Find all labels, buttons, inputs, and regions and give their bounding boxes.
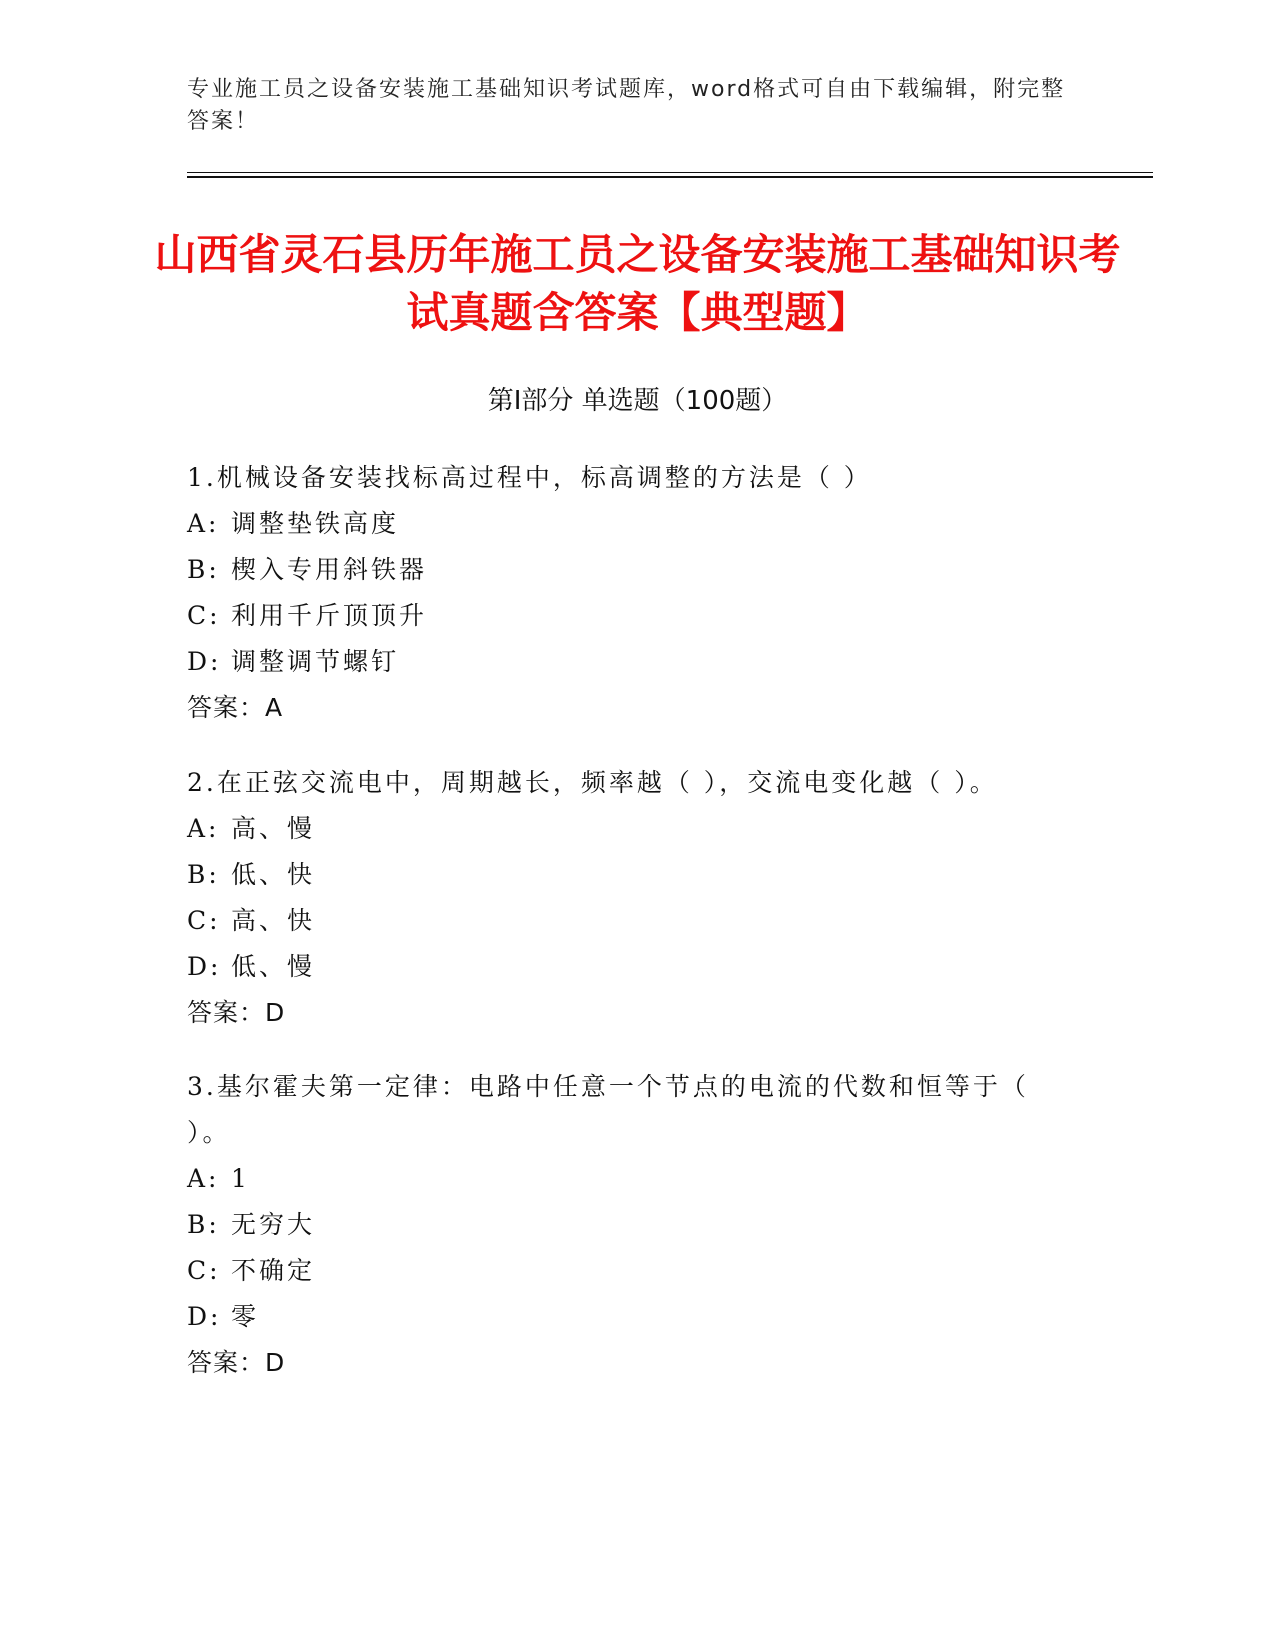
- option-text: 高、快: [231, 906, 316, 935]
- option-letter: B:: [187, 555, 220, 584]
- option-letter: C:: [187, 906, 221, 935]
- option-letter: A:: [187, 1164, 220, 1193]
- header-rule-thick: [187, 176, 1153, 178]
- option-c: [187, 593, 1067, 639]
- section-heading: 第Ⅰ部分 单选题（100题）: [487, 386, 788, 416]
- option-text: 高、慢: [231, 814, 316, 843]
- option-a: [187, 806, 1067, 852]
- option-letter: B:: [187, 860, 220, 889]
- option-text: 低、快: [231, 860, 316, 889]
- option-d: [187, 944, 1067, 990]
- document-title: 山西省灵石县历年施工员之设备安装施工基础知识考试真题含答案【典型题】: [154, 230, 1121, 337]
- option-letter: D:: [187, 1302, 222, 1331]
- header-note: 专业施工员之设备安装施工基础知识考试题库，word格式可自由下载编辑，附完整答案！: [187, 77, 1066, 134]
- question-text: 2.在正弦交流电中，周期越长，频率越（ ），交流电变化越（ ）。: [187, 768, 998, 797]
- option-c: [187, 898, 1067, 944]
- option-letter: C:: [187, 601, 221, 630]
- option-letter: A:: [187, 814, 220, 843]
- option-a: [187, 501, 1067, 547]
- option-text: 利用千斤顶顶升: [231, 601, 428, 630]
- option-letter: D:: [187, 647, 222, 676]
- question-3: [187, 1064, 1067, 1386]
- answer: 答案：A: [187, 693, 284, 722]
- answer: 答案：D: [187, 998, 286, 1027]
- option-text: 调整垫铁高度: [231, 509, 400, 538]
- option-b: [187, 547, 1067, 593]
- question-text: 3.基尔霍夫第一定律：电路中任意一个节点的电流的代数和恒等于（ ）。: [187, 1072, 1029, 1147]
- option-letter: D:: [187, 952, 222, 981]
- option-text: 低、慢: [231, 952, 316, 981]
- answer: 答案：D: [187, 1348, 286, 1377]
- option-text: 楔入专用斜铁器: [231, 555, 428, 584]
- option-text: 不确定: [231, 1256, 316, 1285]
- option-a: [187, 1156, 1067, 1202]
- question-1: [187, 455, 1067, 731]
- question-2: [187, 760, 1067, 1036]
- option-b: [187, 852, 1067, 898]
- option-letter: B:: [187, 1210, 220, 1239]
- option-b: [187, 1202, 1067, 1248]
- option-text: 零: [231, 1302, 260, 1331]
- option-d: [187, 639, 1067, 685]
- header-rule-thin: [187, 172, 1153, 173]
- option-c: [187, 1248, 1067, 1294]
- question-text: 1.机械设备安装找标高过程中，标高调整的方法是（ ）: [187, 463, 872, 492]
- option-letter: C:: [187, 1256, 221, 1285]
- option-text: 无穷大: [231, 1210, 316, 1239]
- option-text: 1: [231, 1164, 250, 1193]
- option-text: 调整调节螺钉: [231, 647, 400, 676]
- option-letter: A:: [187, 509, 220, 538]
- option-d: [187, 1294, 1067, 1340]
